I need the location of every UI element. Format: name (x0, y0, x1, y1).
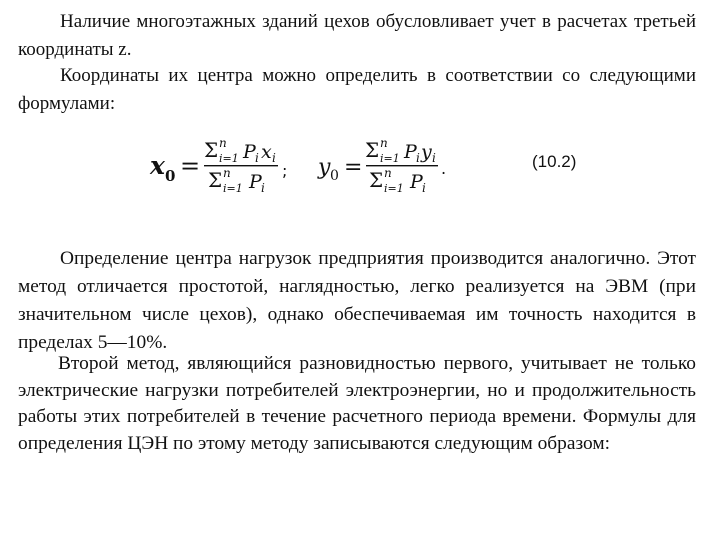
x-den-p: P (249, 171, 262, 193)
x-fraction-bar (204, 165, 278, 166)
y-fraction-bar (366, 165, 438, 166)
paragraph-method-one (18, 245, 696, 357)
x0-equals: = (180, 152, 201, 180)
x0-subscript: 0 (165, 167, 176, 185)
x-den-sum-upper: n (223, 166, 231, 180)
y-den-sum-lower: i=1 (384, 182, 404, 195)
paragraph-text: Определение центра нагрузок предприятия производится аналогично. Этот метод отличается простотой, наглядностью, легко реализуется на ЭВМ (при значительном числе цехов), однако обеспечиваемая им точность находится в пределах 5—10%. (18, 248, 696, 353)
x-num-sum-lower: i=1 (219, 152, 239, 165)
x-num-x: x (261, 141, 272, 163)
y-num-p-sub: i (416, 151, 420, 165)
x0-symbol: x (150, 151, 165, 180)
paragraph-center-coordinates (18, 62, 696, 118)
x-num-x-sub: i (272, 151, 276, 165)
y-num-sum-icon: Σ (365, 138, 380, 162)
y-num-y-sub: i (432, 151, 436, 165)
paragraph-multistorey (18, 8, 696, 64)
y-num-y: y (421, 141, 432, 163)
paragraph-text: Наличие многоэтажных зданий цехов обусловливает учет в расчетах третьей координаты z. (18, 11, 696, 60)
x-den-sum-lower: i=1 (223, 182, 243, 195)
y-num-sum-lower: i=1 (380, 152, 400, 165)
y-den-sum-icon: Σ (369, 168, 384, 192)
y-num-p: P (404, 141, 417, 163)
x-num-p: P (243, 141, 256, 163)
formula-separator: ; (282, 161, 288, 180)
y-num-sum-upper: n (380, 136, 388, 150)
paragraph-text: Координаты их центра можно определить в соответствии со следующими формулами: (18, 65, 696, 114)
x-num-sum-icon: Σ (204, 138, 219, 162)
x-num-sum-upper: n (219, 136, 227, 150)
formula-svg (0, 130, 720, 205)
y0-subscript: 0 (330, 168, 339, 184)
y0-equals: = (344, 155, 363, 180)
y0-symbol: y (318, 155, 331, 180)
x-den-p-sub: i (261, 181, 265, 195)
x-den-sum-icon: Σ (208, 168, 223, 192)
x-num-p-sub: i (255, 151, 259, 165)
paragraph-text: Второй метод, являющийся разновидностью первого, учитывает не только электрические нагрузки потребителей электроэнергии, но и продолжительность работы этих потребителей в течение расчетного периода времени. Формулы для определения ЦЭН по этому методу записываются следующим образом: (18, 353, 696, 454)
y-den-p: P (410, 171, 423, 193)
formula-period: . (441, 159, 447, 178)
y-den-p-sub: i (422, 181, 426, 195)
equation-number: (10.2) (532, 152, 577, 171)
y-den-sum-upper: n (384, 166, 392, 180)
formula-block (0, 130, 720, 205)
paragraph-method-two (18, 351, 696, 457)
